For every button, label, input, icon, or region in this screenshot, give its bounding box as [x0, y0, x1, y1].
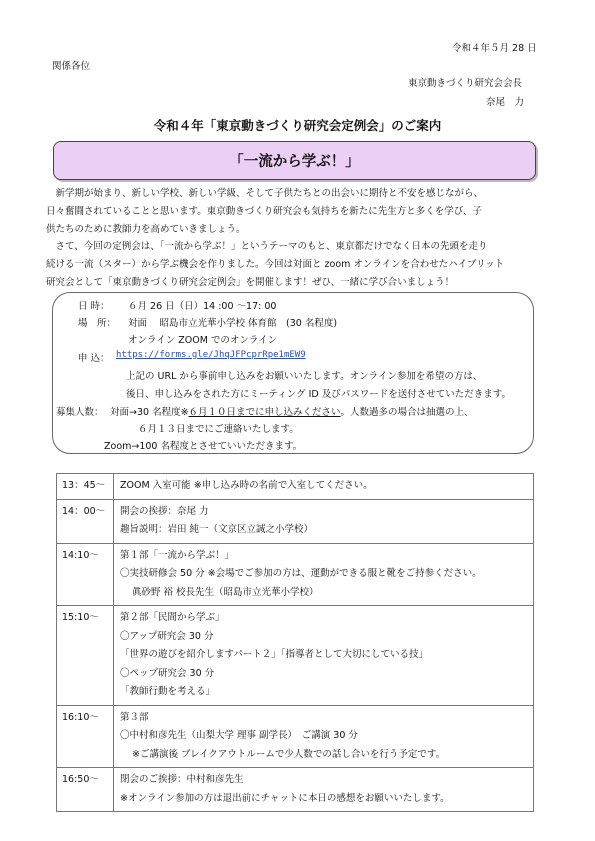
table-row: [57, 606, 534, 706]
schedule-line: 閉会のご挨拶：中村和彦先生: [120, 774, 244, 785]
schedule-content: [114, 474, 534, 500]
intro-line: 供たちのために教師力を高めていきましょう。: [46, 223, 246, 235]
schedule-table: [56, 473, 534, 812]
schedule-content: [114, 606, 534, 706]
schedule-line: 「教師行動を考える」: [120, 686, 216, 697]
theme-banner-text: 「一流から学ぶ！」: [229, 154, 360, 170]
schedule-time: 14：00～: [57, 499, 114, 543]
intro-line: 続ける一流（スター）から学ぶ機会を作りました。今回は対面と zoom オンラインを合わせたハイブリット: [46, 259, 505, 271]
schedule-content: [114, 543, 534, 606]
recipient: 関係各位: [52, 61, 91, 72]
date-value: ６月 26 日（日）14 :00 ～17: 00: [128, 301, 277, 312]
schedule-line: 第２部「民間から学ぶ」: [120, 612, 225, 623]
schedule-time: 14:10～: [57, 543, 114, 606]
apply-url-link[interactable]: https://forms.gle/JhqJFPcprRpe1mEW9: [116, 350, 306, 360]
organization-name: 東京動きづくり研究会会長: [408, 78, 523, 89]
table-row: [57, 705, 534, 768]
schedule-time: 16:50～: [57, 768, 114, 812]
capacity-pre: 対面→30 名程度※: [110, 407, 189, 418]
intro-line: さて、今回の定例会は、「一流から学ぶ！」というテーマのもと、東京都だけでなく日本の先頭を走り: [46, 241, 488, 253]
intro-paragraph: [46, 185, 556, 292]
schedule-line: ※ご講演後 ブレイクアウトルームで少人数での話し合いを行う予定です。: [132, 748, 446, 760]
table-row: [57, 499, 534, 543]
capacity-label: 募集人数：: [56, 407, 104, 418]
schedule-line: 〇ペップ研究会 30 分: [120, 667, 215, 679]
place-label: 場 所：: [78, 318, 117, 329]
capacity-post: 。人数過多の場合は抽選の上、: [340, 407, 474, 418]
capacity-zoom-note: Zoom→100 名程度とさせていいただきます。: [104, 441, 303, 452]
intro-line: 日々奮闘されていることと思います。東京動きづくり研究会も気持ちを新たに先生方と多くを学び、子: [46, 205, 482, 217]
schedule-time: 15:10～: [57, 606, 114, 706]
apply-note: 上記の URL から事前申し込みをお願いいたします。オンライン参加を希望の方は、: [126, 371, 483, 382]
schedule-line: 〇中村和彦先生（山梨大学 理事 副学長） ご講演 30 分: [120, 730, 358, 741]
capacity-contact-note: ６月１３日までにご連絡いたします。: [138, 424, 299, 435]
deadline-text: ６月１０日までに申し込みください: [188, 407, 341, 418]
document-date: 令和４年５月 28 日: [452, 43, 537, 54]
schedule-content: [114, 768, 534, 812]
capacity-value: [110, 404, 474, 418]
place-value-online: オンライン ZOOM でのオンライン: [128, 335, 278, 346]
schedule-line: 第３部: [120, 711, 149, 723]
schedule-time: 16:10～: [57, 705, 114, 768]
schedule-line: ZOOM 入室可能 ※申し込み時の名前で入室してください。: [120, 480, 373, 491]
sender-name: 奈尾 力: [486, 97, 525, 108]
schedule-line: 第１部「一流から学ぶ！」: [120, 549, 235, 561]
schedule-line: 趣旨説明：岩田 純一（文京区立誠之小学校）: [120, 524, 314, 535]
intro-line: 新学期が始まり、新しい学校、新しい学級、そして子供たちとの出会いに期待と不安を感じながら、: [46, 188, 484, 199]
schedule-time: 13：45～: [57, 474, 114, 500]
theme-banner: [53, 141, 536, 180]
schedule-line: 「世界の遊びを紹介しますパート２」「指導者として大切にしている技」: [120, 649, 428, 660]
document-title: 令和４年「東京動きづくり研究会定例会」のご案内: [153, 118, 442, 133]
schedule-line: 眞砂野 裕 校長先生（昭島市立光華小学校）: [132, 586, 319, 598]
table-row: [57, 543, 534, 606]
apply-note: 後日、申し込みをされた方にミーティング ID 及びパスワードを送付させていただきます。: [126, 389, 511, 400]
table-row: [57, 474, 534, 500]
schedule-line: ※オンライン参加の方は退出前にチャットに本日の感想をお願いいたします。: [120, 792, 450, 804]
table-row: [57, 768, 534, 812]
schedule-line: 開会の挨拶：奈尾 力: [120, 505, 209, 517]
schedule-line: 〇実技研修会 50 分 ※会場でご参加の方は、運動ができる服と靴をご持参ください。: [120, 568, 482, 579]
apply-label: 申 込：: [78, 353, 110, 364]
date-label: 日 時：: [78, 301, 110, 312]
intro-line: 研究会として「東京動きづくり研究会定例会」を開催します！ぜひ、一緒に学び合いましょう！: [46, 276, 455, 288]
place-value-in-person: 対面 昭島市立光華小学校 体育館 (30 名程度): [128, 318, 338, 329]
schedule-content: [114, 705, 534, 768]
schedule-content: [114, 499, 534, 543]
schedule-line: 〇アップ研究会 30 分: [120, 630, 214, 642]
